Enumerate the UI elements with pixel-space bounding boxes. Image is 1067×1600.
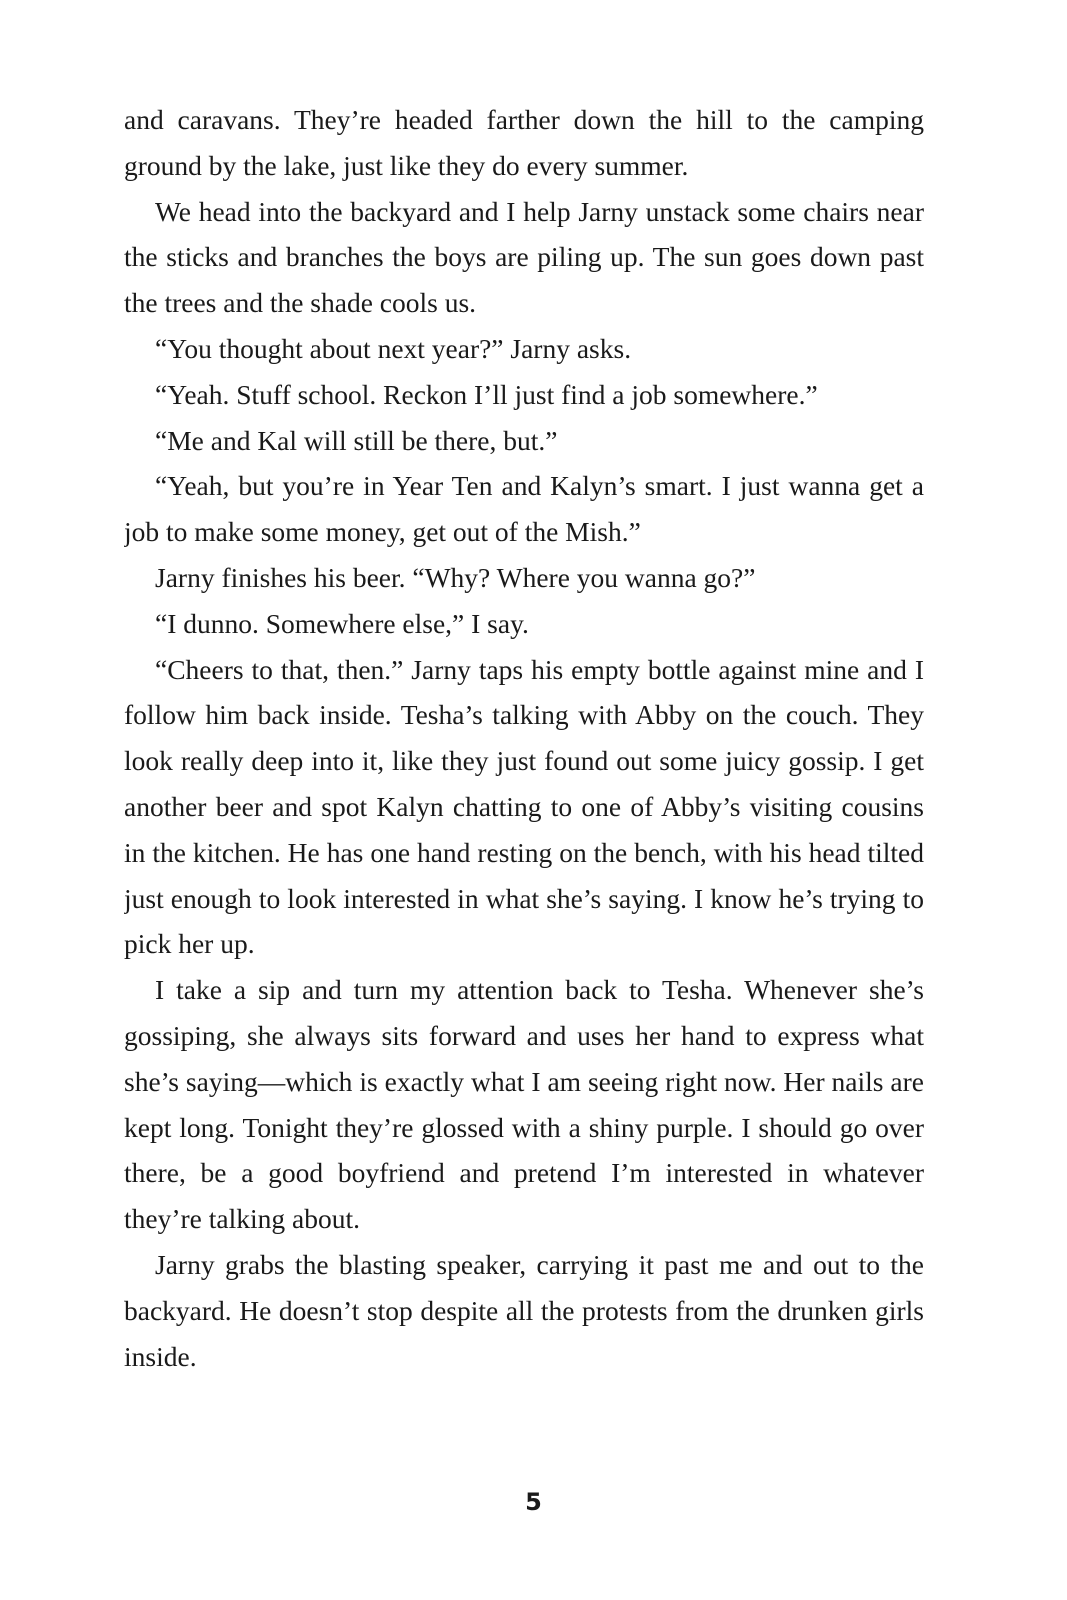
- paragraph: “I dunno. Somewhere else,” I say.: [155, 607, 529, 639]
- paragraph: Jarny finishes his beer. “Why? Where you wanna go?”: [155, 561, 756, 593]
- paragraph: and caravans. They’re headed farther down the hill to the camping ground by the lake, just like they do every summer.: [124, 104, 924, 181]
- paragraph: “You thought about next year?” Jarny asks.: [155, 332, 632, 364]
- paragraph: I take a sip and turn my attention back to Tesha. Whenever she’s gossiping, she always sits forward and uses her hand to express what she’s saying—which is exactly what I am seeing right now. Her nails are kept long. Tonight they’re glossed with a shiny purple. I should go over there, be a good boyfriend and pretend I’m interested in whatever they’re talking about.: [124, 974, 924, 1235]
- page-number: 5: [525, 1488, 542, 1516]
- paragraph: “Me and Kal will still be there, but.”: [155, 424, 558, 456]
- page-body: [124, 97, 924, 1397]
- paragraph: Jarny grabs the blasting speaker, carrying it past me and out to the backyard. He doesn’t stop despite all the protests from the drunken girls inside.: [124, 1248, 924, 1372]
- paragraph: “Yeah. Stuff school. Reckon I’ll just find a job somewhere.”: [155, 378, 818, 410]
- paragraph: “Cheers to that, then.” Jarny taps his empty bottle against mine and I follow him back inside. Tesha’s talking with Abby on the couch. They look really deep into it, like they just found out some juicy gossip. I get another beer and spot Kalyn chatting to one of Abby’s visiting cousins in the kitchen. He has one hand resting on the bench, with his head tilted just enough to look interested in what she’s saying. I know he’s trying to pick her up.: [124, 653, 924, 960]
- paragraph: “Yeah, but you’re in Year Ten and Kalyn’s smart. I just wanna get a job to make some money, get out of the Mish.”: [124, 470, 924, 548]
- paragraph: We head into the backyard and I help Jarny unstack some chairs near the sticks and branches the boys are piling up. The sun goes down past the trees and the shade cools us.: [124, 195, 924, 319]
